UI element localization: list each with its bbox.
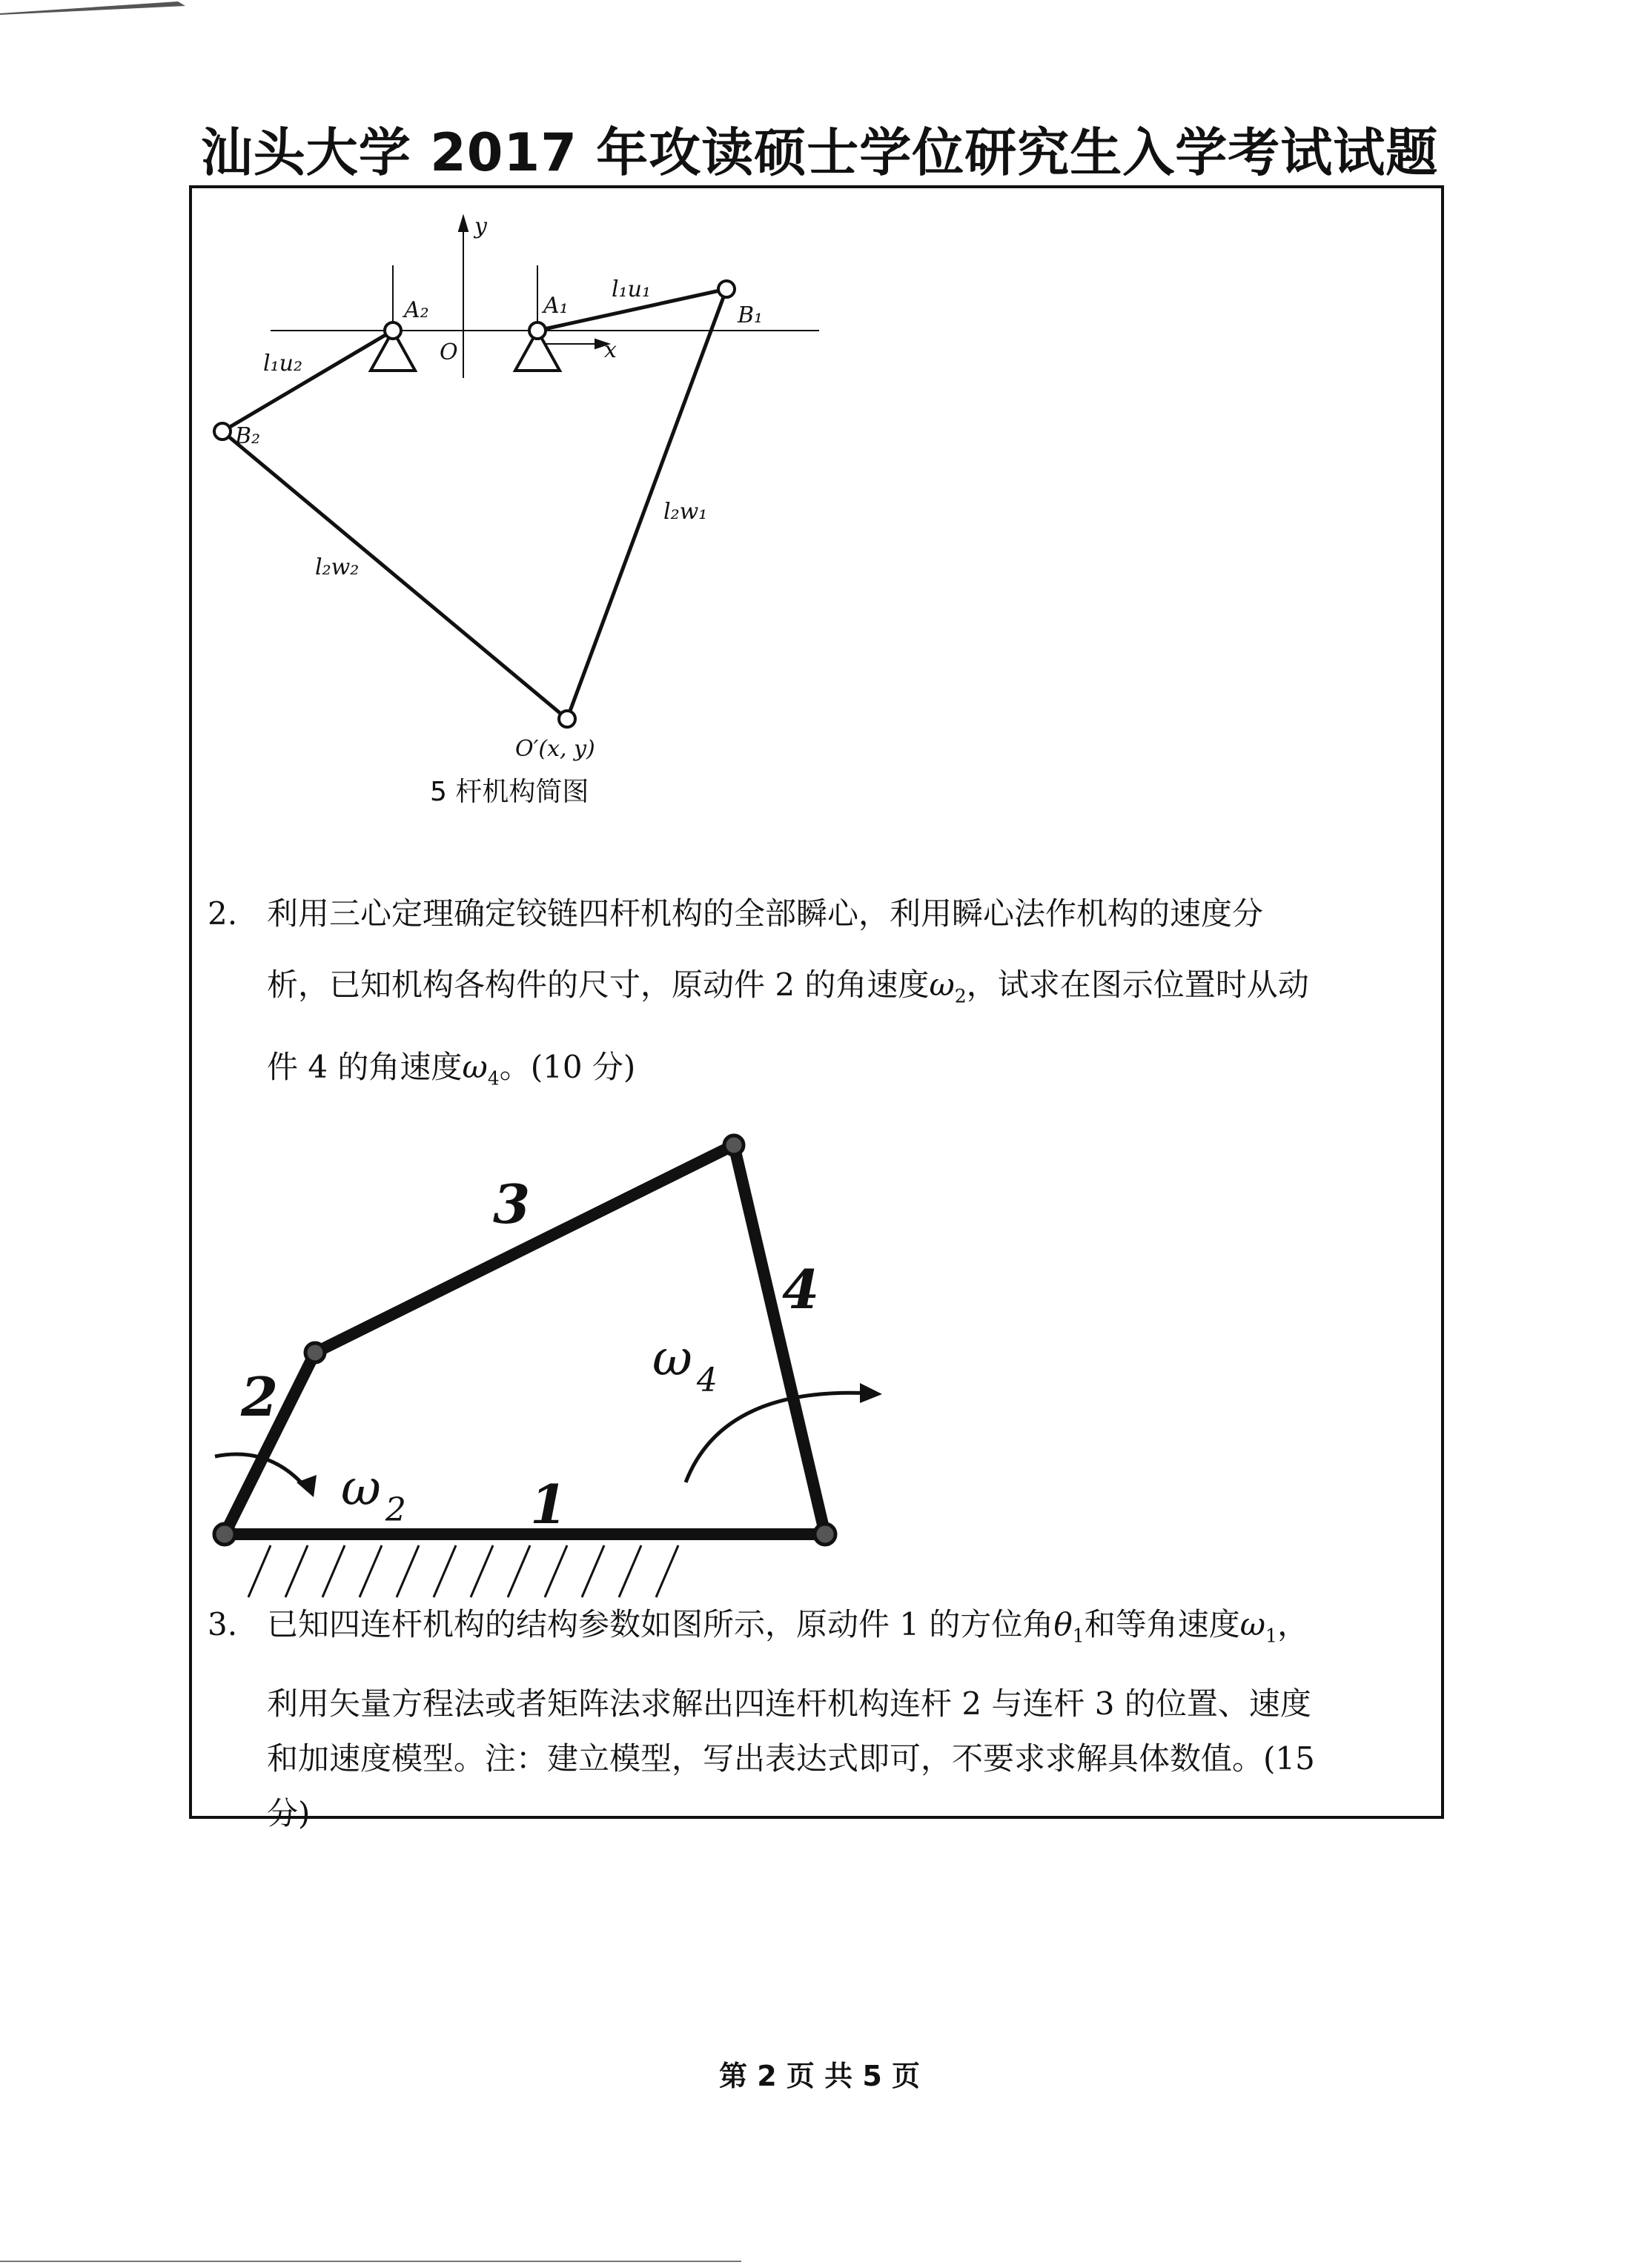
omega2-arrowhead [297, 1475, 317, 1497]
joint-b1 [718, 281, 735, 297]
label-b1: B₁ [738, 302, 764, 328]
label-l2w2: l₂w₂ [315, 554, 360, 580]
joint-3-4 [724, 1135, 744, 1155]
question-2-line-2: 析，已知机构各构件的尺寸，原动件 2 的角速度$\omega_2$，试求在图示位置时从动 [267, 966, 1309, 1007]
joint-o-prime [559, 711, 575, 727]
bar-l2w2 [222, 431, 567, 719]
omega4-arrowhead [860, 1383, 882, 1403]
question-3 [208, 1597, 1423, 1841]
label-origin: O [440, 339, 458, 365]
bar-l1u2 [222, 331, 393, 431]
question-3-line-1: 已知四连杆机构的结构参数如图所示，原动件 1 的方位角$\theta_1$和等角速度$\omega_1$， [267, 1606, 1309, 1647]
question-2-line-1: 利用三心定理确定铰链四杆机构的全部瞬心，利用瞬心法作机构的速度分 [267, 895, 1264, 932]
question-2-line-3: 件 4 的角速度$\omega_4$。(10 分) [267, 1049, 636, 1090]
question-3-line-2: 利用矢量方程法或者矩阵法求解出四连杆机构连杆 2 与连杆 3 的位置、速度 [267, 1685, 1311, 1722]
label-l1u2: l₁u₂ [263, 351, 302, 377]
joint-b2 [214, 423, 231, 440]
page-title: 汕头大学 2017 年攻读硕士学位研究生入学考试试题 [200, 122, 1439, 183]
label-y: y [474, 213, 487, 239]
label-x: x [604, 337, 617, 363]
label-b2: B₂ [235, 423, 261, 449]
joint-ground-right [815, 1524, 835, 1545]
question-2 [208, 878, 1423, 1115]
label-omega2: ω $_2$ [341, 1459, 406, 1529]
question-2-number: 2. [208, 895, 238, 932]
omega4-arc [686, 1393, 871, 1482]
label-link-3: 3 [493, 1173, 531, 1236]
page-indicator: 第 2 页 共 5 页 [718, 2060, 921, 2092]
ground-hatching [248, 1545, 678, 1597]
label-a1: A₁ [543, 293, 569, 319]
label-link-2: 2 [241, 1365, 279, 1428]
question-3-line-4: 分) [267, 1795, 311, 1832]
label-a2: A₂ [404, 297, 429, 323]
joint-2-3 [305, 1343, 325, 1362]
y-axis-arrow [459, 216, 468, 231]
link-4 [734, 1145, 825, 1534]
question-3-line-3: 和加速度模型。注：建立模型，写出表达式即可，不要求求解具体数值。(15 [267, 1740, 1315, 1777]
four-bar-linkage-figure [189, 1112, 930, 1601]
label-link-4: 4 [782, 1258, 820, 1321]
scan-corner-mark [0, 0, 222, 15]
label-o-prime: O′(x, y) [515, 736, 595, 762]
joint-ground-left [214, 1524, 235, 1545]
joint-a1 [529, 322, 546, 339]
label-omega4: ω $_4$ [652, 1330, 718, 1399]
label-link-1: 1 [530, 1473, 568, 1536]
label-l1u1: l₁u₁ [612, 276, 651, 302]
joint-a2 [385, 322, 401, 339]
figure1-caption: 5 杆机构简图 [430, 777, 589, 807]
five-bar-mechanism-figure [189, 185, 856, 763]
scan-bottom-line [0, 2261, 741, 2262]
label-l2w1: l₂w₁ [663, 499, 708, 525]
question-3-number: 3. [208, 1606, 238, 1642]
